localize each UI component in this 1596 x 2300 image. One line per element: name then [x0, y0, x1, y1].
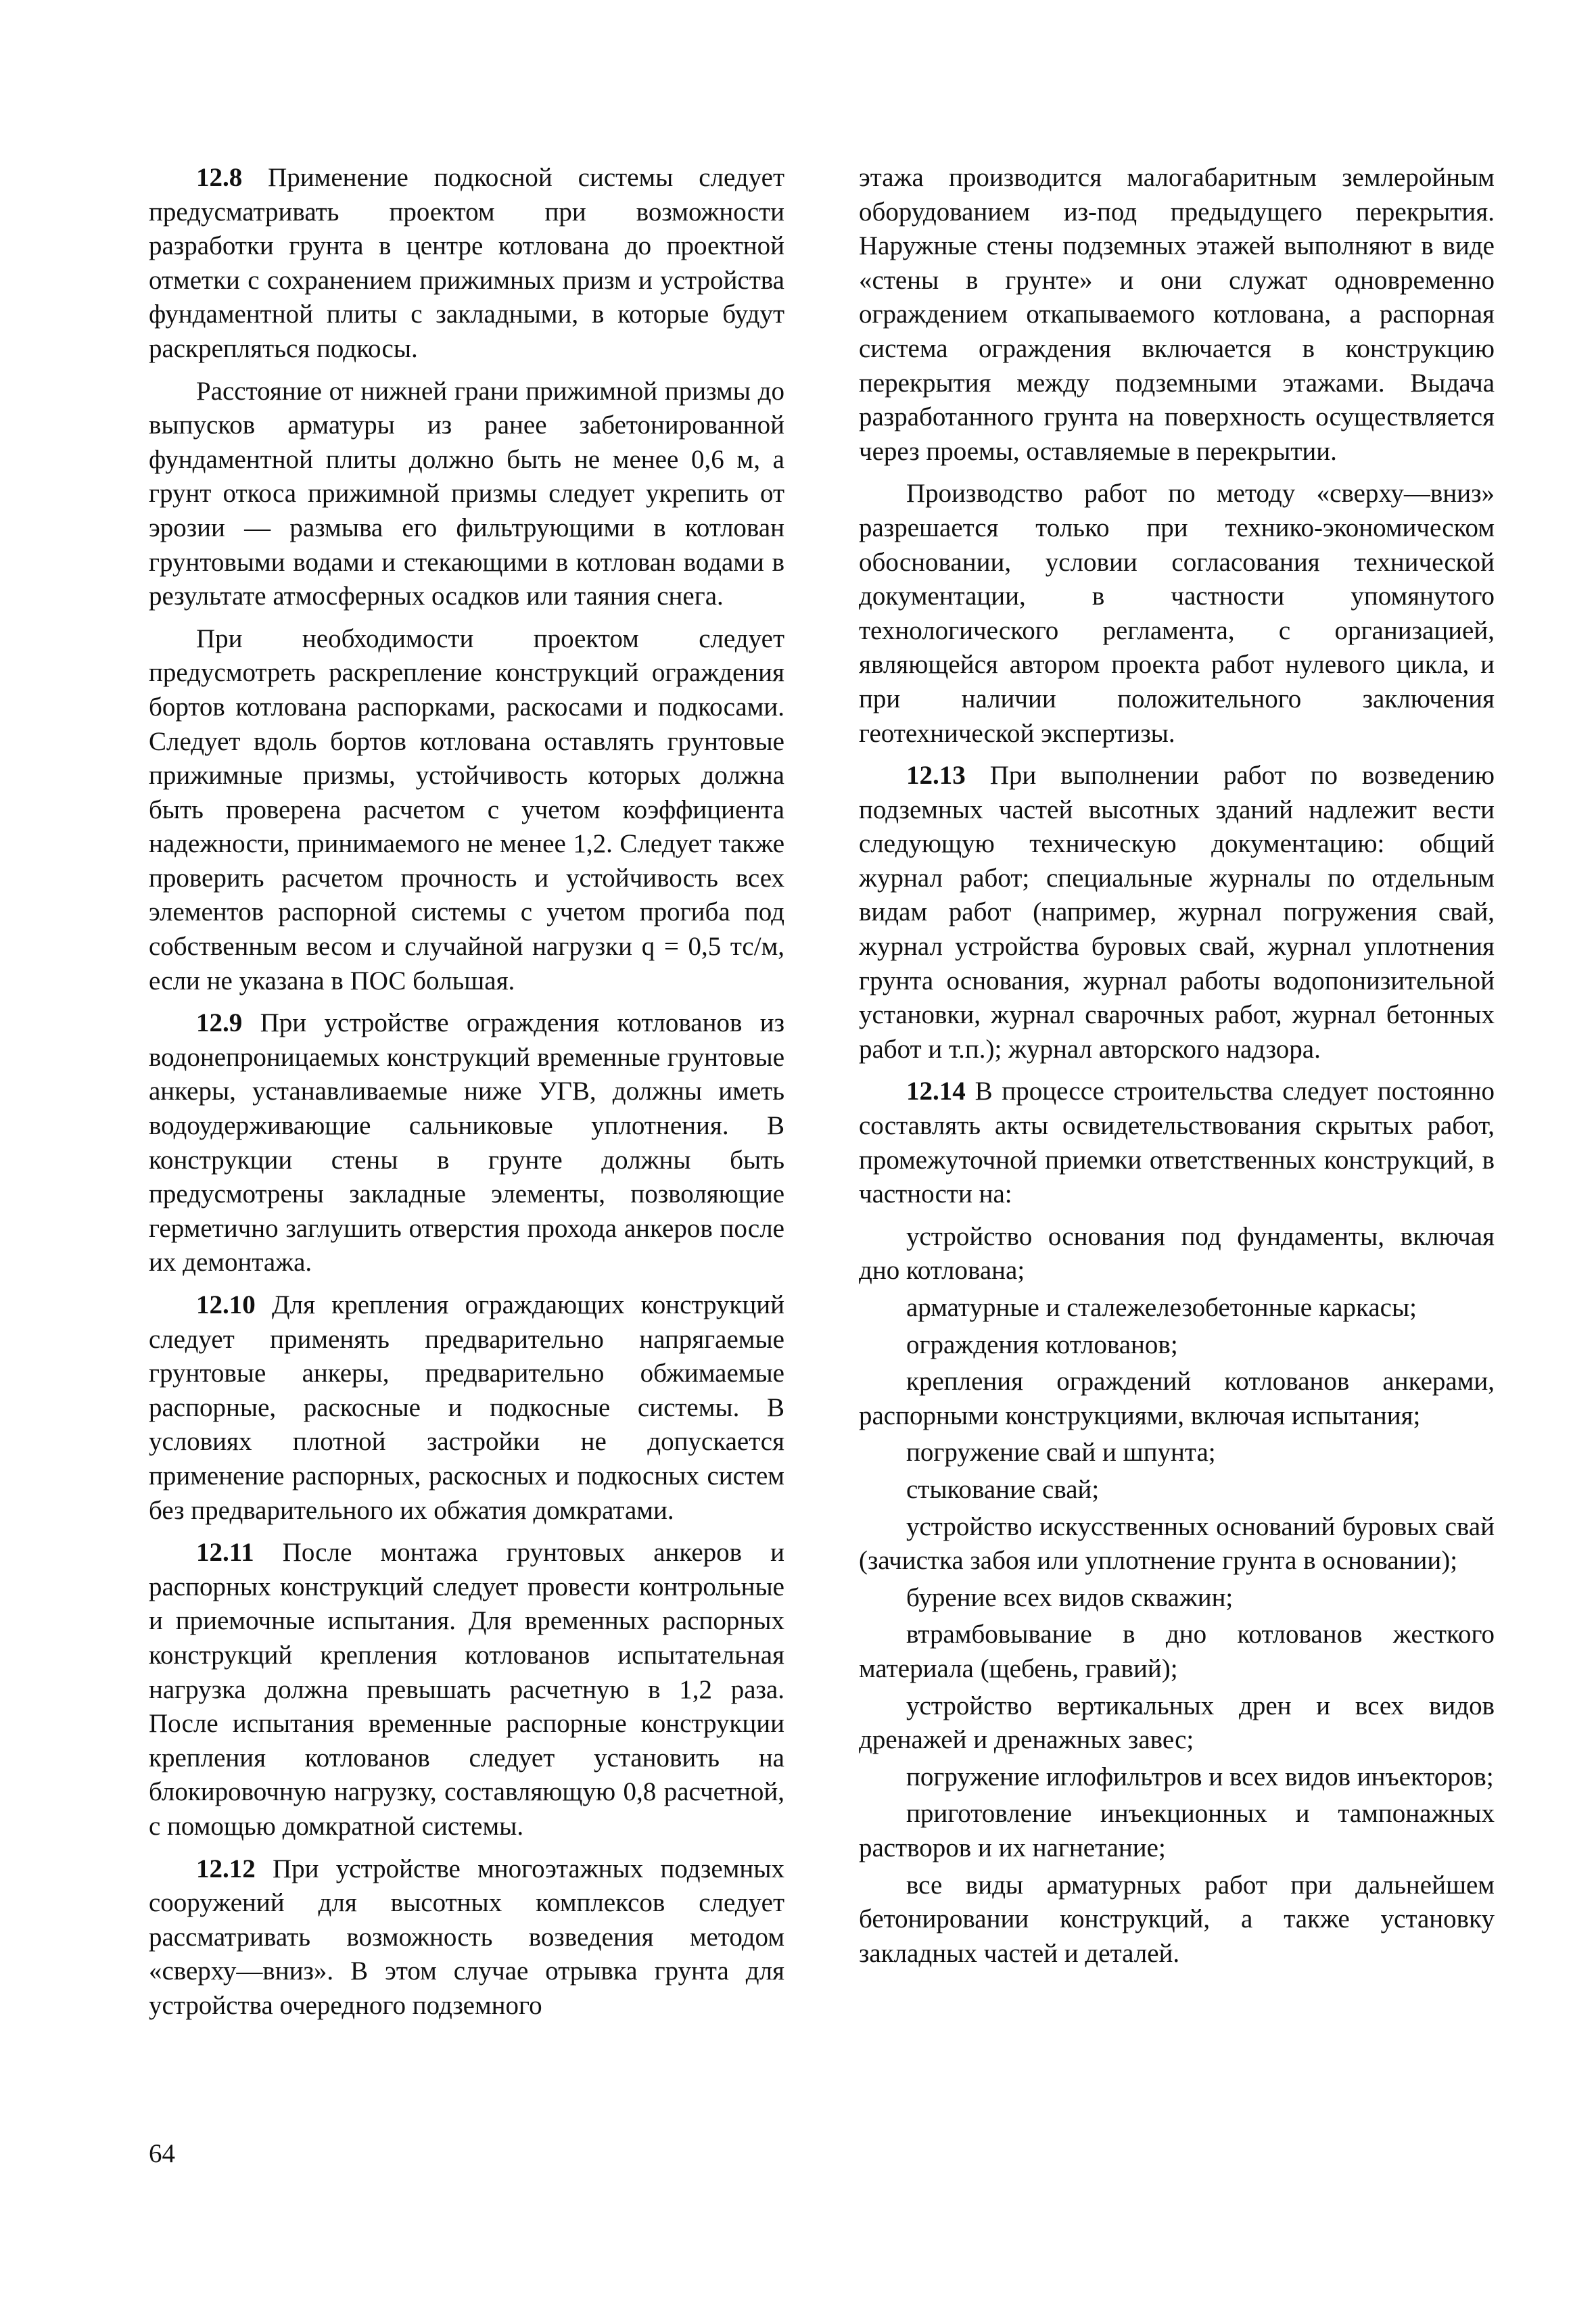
list-item — [859, 1291, 1495, 1325]
paragraph-text: Производство работ по методу «сверху—вниз» разрешается только при технико-экономическом обосновании, условии согласования технической документации, в частности упомянутого технологического регламента, с организацией, являющейся автором проекта работ нулевого цикла, и при наличии положительного заключения геотехнической экспертизы. — [859, 479, 1495, 748]
paragraph-text: этажа производится малогабаритным землеройным оборудованием из-под предыдущего перекрытия. Наружные стены подземных этажей выполняют в виде «стены в грунте» и они служат одновременно ограждением откапываемого котлована, а распорная система ограждения включается в конструкцию перекрытия между подземными этажами. Выдача разработанного грунта на поверхность осуществляется через проемы, оставляемые в перекрытии. — [859, 163, 1495, 466]
list-item — [859, 1760, 1495, 1795]
section-number: 12.11 — [196, 1538, 254, 1568]
paragraph-text: Для крепления ограждающих конструкций следует применять предварительно напрягаемые грунтовые анкеры, предварительно обжимаемые распорные, раскосные и подкосные системы. В условиях плотной застройки не допускается применение распорных, раскосных и подкосных систем без предварительного их обжатия домкратами. — [149, 1290, 784, 1525]
list-item — [859, 1510, 1495, 1578]
paragraph-text: При устройстве многоэтажных подземных сооружений для высотных комплексов следует рассматривать возможность возведения методом «сверху—вниз». В этом случае отрывка грунта для устройства очередного подземного — [149, 1854, 785, 2020]
paragraph-text: устройство основания под фундаменты, включая дно котлована; — [859, 1221, 1495, 1286]
paragraph — [149, 1288, 784, 1528]
paragraph — [859, 1075, 1495, 1211]
paragraph-text: При устройстве ограждения котлованов из водонепроницаемых конструкций временные грунтовые анкеры, устанавливаемые ниже УГВ, должны иметь водоудерживающие сальниковые уплотнения. В конструкции стены в грунте должны быть предусмотрены закладные элементы, позволяющие герметично заглушить отверстия прохода анкеров после их демонтажа. — [149, 1008, 785, 1277]
paragraph-text: устройство искусственных оснований буровых свай (зачистка забоя или уплотнение грунта в основании); — [859, 1511, 1495, 1576]
paragraph-text: приготовление инъекционных и тампонажных растворов и их нагнетание; — [859, 1799, 1495, 1862]
section-number: 12.12 — [196, 1854, 256, 1883]
paragraph — [149, 622, 784, 999]
paragraph-text: втрамбовывание в дно котлованов жесткого материала (щебень, гравий); — [859, 1620, 1495, 1683]
section-number: 12.10 — [196, 1290, 256, 1319]
paragraph-text: крепления ограждений котлованов анкерами, распорными конструкциями, включая испытания; — [859, 1367, 1495, 1430]
paragraph-text: Применение подкосной системы следует предусматривать проектом при возможности разработки грунта в центре котлована до проектной отметки с сохранением прижимных призм и устройства фундаментной плиты с закладными, в которые будут раскрепляться подкосы. — [149, 163, 784, 363]
left-column — [149, 161, 784, 2031]
paragraph-text: При необходимости проектом следует предусмотреть раскрепление конструкций ограждения бортов котлована распорками, раскосами и подкосами. Следует вдоль бортов котлована оставлять грунтовые прижимные призмы, устойчивость которых должна быть проверена расчетом с учетом коэффициента надежности, принимаемого не менее 1,2. Следует также проверить расчетом прочность и устойчивость всех элементов распорной системы с учетом прогиба под собственным весом и случайной нагрузки q = 0,5 тс/м, если не указана в ПОС большая. — [149, 624, 784, 995]
paragraph-text: В процессе строительства следует постоянно составлять акты освидетельствования скрытых работ, промежуточной приемки ответственных конструкций, в частности на: — [859, 1077, 1495, 1209]
section-number: 12.13 — [906, 761, 966, 791]
paragraph-text: погружение свай и шпунта; — [906, 1438, 1216, 1468]
paragraph-text: погружение иглофильтров и всех видов инъекторов; — [906, 1762, 1494, 1791]
page-number: 64 — [149, 2139, 175, 2168]
paragraph-text: бурение всех видов скважин; — [906, 1582, 1234, 1612]
paragraph — [859, 161, 1495, 469]
paragraph-text: стыкование свай; — [906, 1474, 1100, 1504]
paragraph-text: арматурные и сталежелезобетонные каркасы; — [906, 1293, 1417, 1322]
list-item — [859, 1581, 1495, 1616]
list-item — [859, 1689, 1495, 1758]
section-number: 12.8 — [196, 163, 243, 192]
list-item — [859, 1869, 1495, 1971]
list-item — [859, 1797, 1495, 1865]
paragraph-text: При выполнении работ по возведению подземных частей высотных зданий надлежит вести следующую техническую документацию: общий журнал работ; специальные журналы по отдельным видам работ (например, журнал погружения свай, журнал устройства буровых свай, журнал уплотнения грунта основания, журнал работы водопонизительной установки, журнал сварочных работ, журнал бетонных работ и т.п.); журнал авторского надзора. — [859, 761, 1495, 1064]
section-number: 12.9 — [196, 1008, 243, 1038]
paragraph — [149, 1536, 784, 1844]
list-item — [859, 1473, 1495, 1507]
paragraph-text: ограждения котлованов; — [906, 1330, 1178, 1359]
list-item — [859, 1618, 1495, 1686]
paragraph — [149, 1006, 784, 1280]
list-item — [859, 1365, 1495, 1433]
section-number: 12.14 — [906, 1077, 966, 1106]
paragraph — [859, 477, 1495, 751]
paragraph — [149, 161, 784, 367]
paragraph-text: устройство вертикальных дрен и всех видов дренажей и дренажных завес; — [859, 1691, 1495, 1755]
list-item — [859, 1436, 1495, 1470]
paragraph-text: Расстояние от нижней грани прижимной призмы до выпусков арматуры из ранее забетонированной фундаментной плиты должно быть не менее 0,6 м, а грунт откоса прижимной призмы следует укрепить от эрозии — размыва его фильтрующими в котлован грунтовыми водами и стекающими в котлован водами в результате атмосферных осадков или таяния снега. — [149, 376, 784, 611]
list-item — [859, 1220, 1495, 1288]
paragraph-text: все виды арматурных работ при дальнейшем бетонировании конструкций, а также установку закладных частей и деталей. — [859, 1870, 1495, 1968]
paragraph — [149, 1852, 784, 2023]
list-item — [859, 1328, 1495, 1363]
paragraph-text: После монтажа грунтовых анкеров и распорных конструкций следует провести контрольные и приемочные испытания. Для временных распорных конструкций крепления котлованов испытательная нагрузка должна превышать расчетную в 1,2 раза. После испытания временные распорные конструкции крепления котлованов следует установить на блокировочную нагрузку, составляющую 0,8 расчетной, с помощью домкратной системы. — [149, 1538, 785, 1841]
right-column — [859, 161, 1495, 1973]
paragraph — [149, 375, 784, 614]
paragraph — [859, 759, 1495, 1066]
